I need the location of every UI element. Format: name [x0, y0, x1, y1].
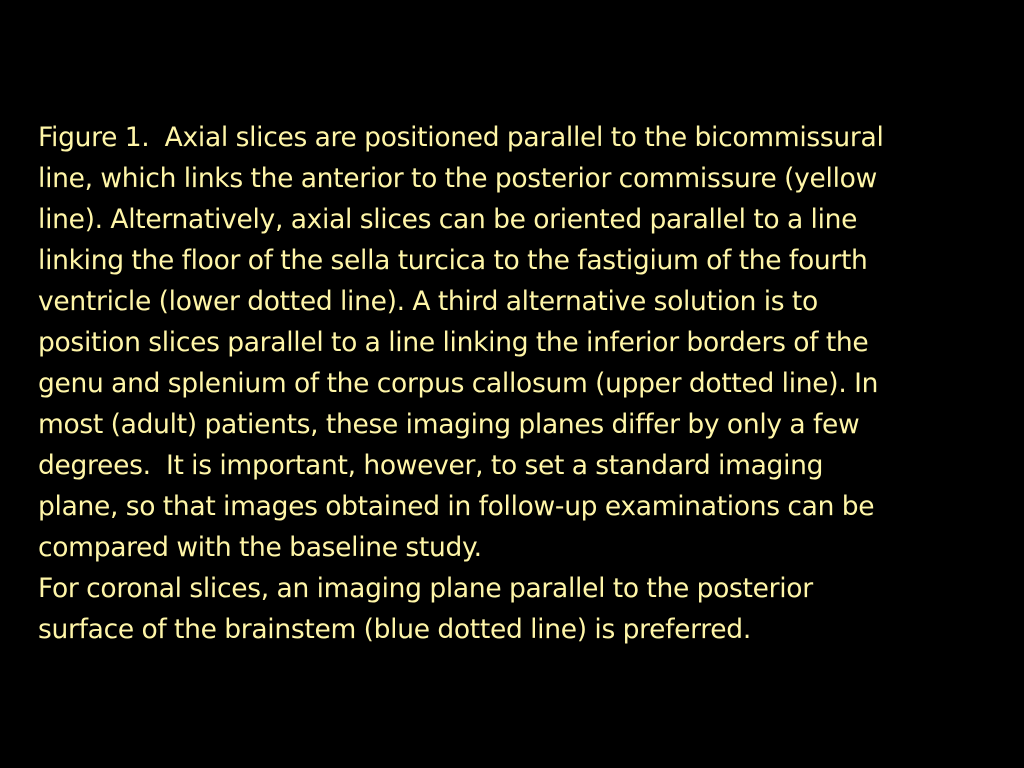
caption-line: line, which links the anterior to the posterior commissure (yellow — [38, 163, 877, 194]
caption-line: For coronal slices, an imaging plane parallel to the posterior — [38, 573, 813, 604]
caption-line: ventricle (lower dotted line). A third alternative solution is to — [38, 286, 818, 317]
caption-line: plane, so that images obtained in follow-up examinations can be — [38, 491, 875, 522]
caption-line: genu and splenium of the corpus callosum (upper dotted line). In — [38, 368, 879, 399]
caption-line: position slices parallel to a line linking the inferior borders of the — [38, 327, 869, 358]
caption-line: line). Alternatively, axial slices can be oriented parallel to a line — [38, 204, 858, 235]
caption-line: degrees. It is important, however, to set a standard imaging — [38, 450, 824, 481]
caption-line: Figure 1. Axial slices are positioned parallel to the bicommissural — [38, 122, 884, 153]
caption-line: most (adult) patients, these imaging planes differ by only a few — [38, 409, 860, 440]
caption-line: surface of the brainstem (blue dotted line) is preferred. — [38, 614, 751, 645]
figure-caption — [38, 117, 998, 650]
caption-line: compared with the baseline study. — [38, 532, 482, 563]
caption-line: linking the floor of the sella turcica to the fastigium of the fourth — [38, 245, 868, 276]
